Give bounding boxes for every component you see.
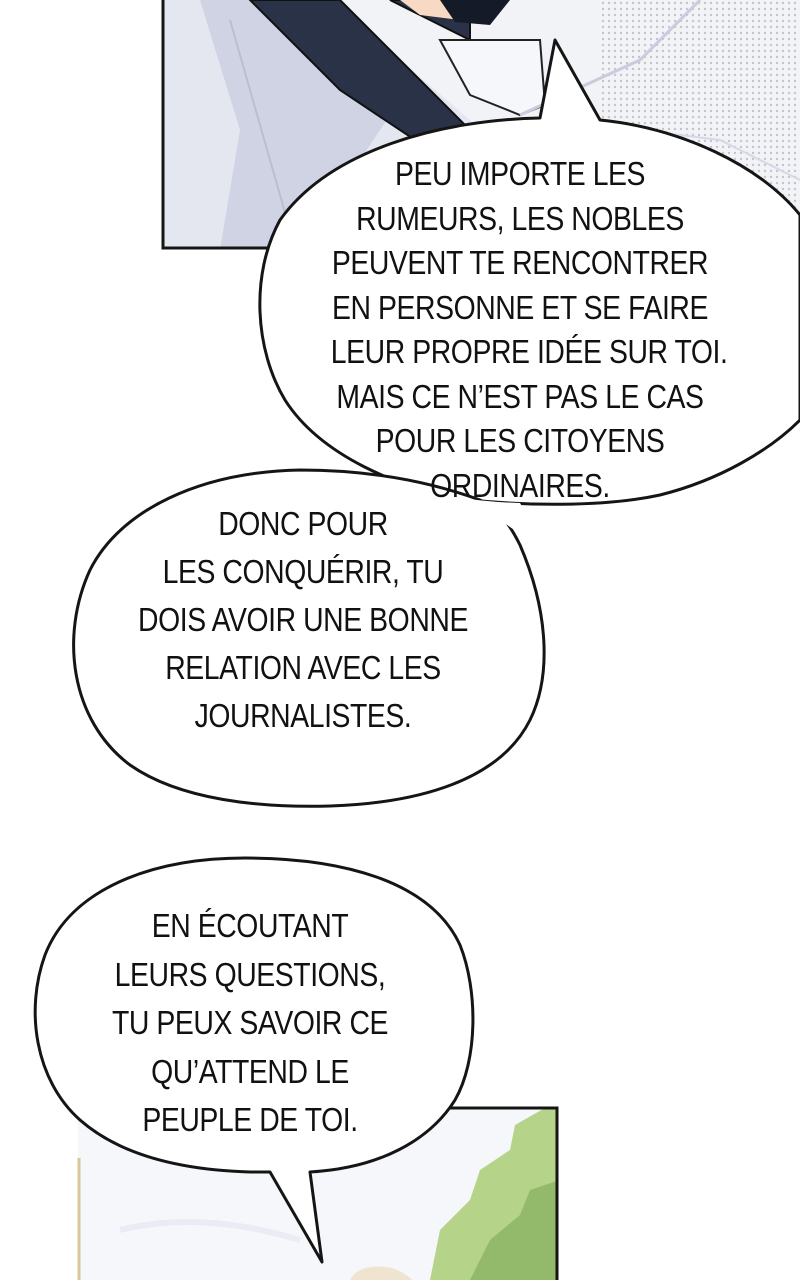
bubble-line: LEUR PROPRE IDÉE SUR TOI. [330, 333, 728, 370]
bubble-line: RELATION AVEC LES [165, 649, 441, 686]
bubble-line: MAIS CE N’EST PAS LE CAS [336, 377, 704, 415]
bubble-line: EN ÉCOUTANT [151, 907, 349, 944]
bubble-line: PEUPLE DE TOI. [142, 1101, 358, 1138]
bubble-line: RUMEURS, LES NOBLES [356, 199, 684, 237]
bubble-line: QU’ATTEND LE [151, 1052, 349, 1090]
bubble-line: JOURNALISTES. [194, 697, 412, 734]
bubble-line: EN PERSONNE ET SE FAIRE [332, 288, 708, 326]
bubble-line: PEU IMPORTE LES [394, 155, 646, 192]
bubble-line: PEUVENT TE RENCONTRER [331, 244, 709, 281]
bubble-line: LES CONQUÉRIR, TU [162, 553, 444, 590]
speech-bubble-3-text [87, 902, 414, 1145]
bubble-line: ORDINAIRES. [430, 466, 610, 504]
bubble-line: DOIS AVOIR UNE BONNE [138, 601, 468, 638]
speech-bubble-1-text [330, 152, 728, 508]
bubble-line: TU PEUX SAVOIR CE [111, 1004, 389, 1041]
speech-bubble-2-text [118, 500, 488, 740]
bubble-line: LEURS QUESTIONS, [114, 955, 386, 993]
bubble-line: DONC POUR [218, 505, 388, 542]
bubble-line: POUR LES CITOYENS [375, 422, 665, 459]
